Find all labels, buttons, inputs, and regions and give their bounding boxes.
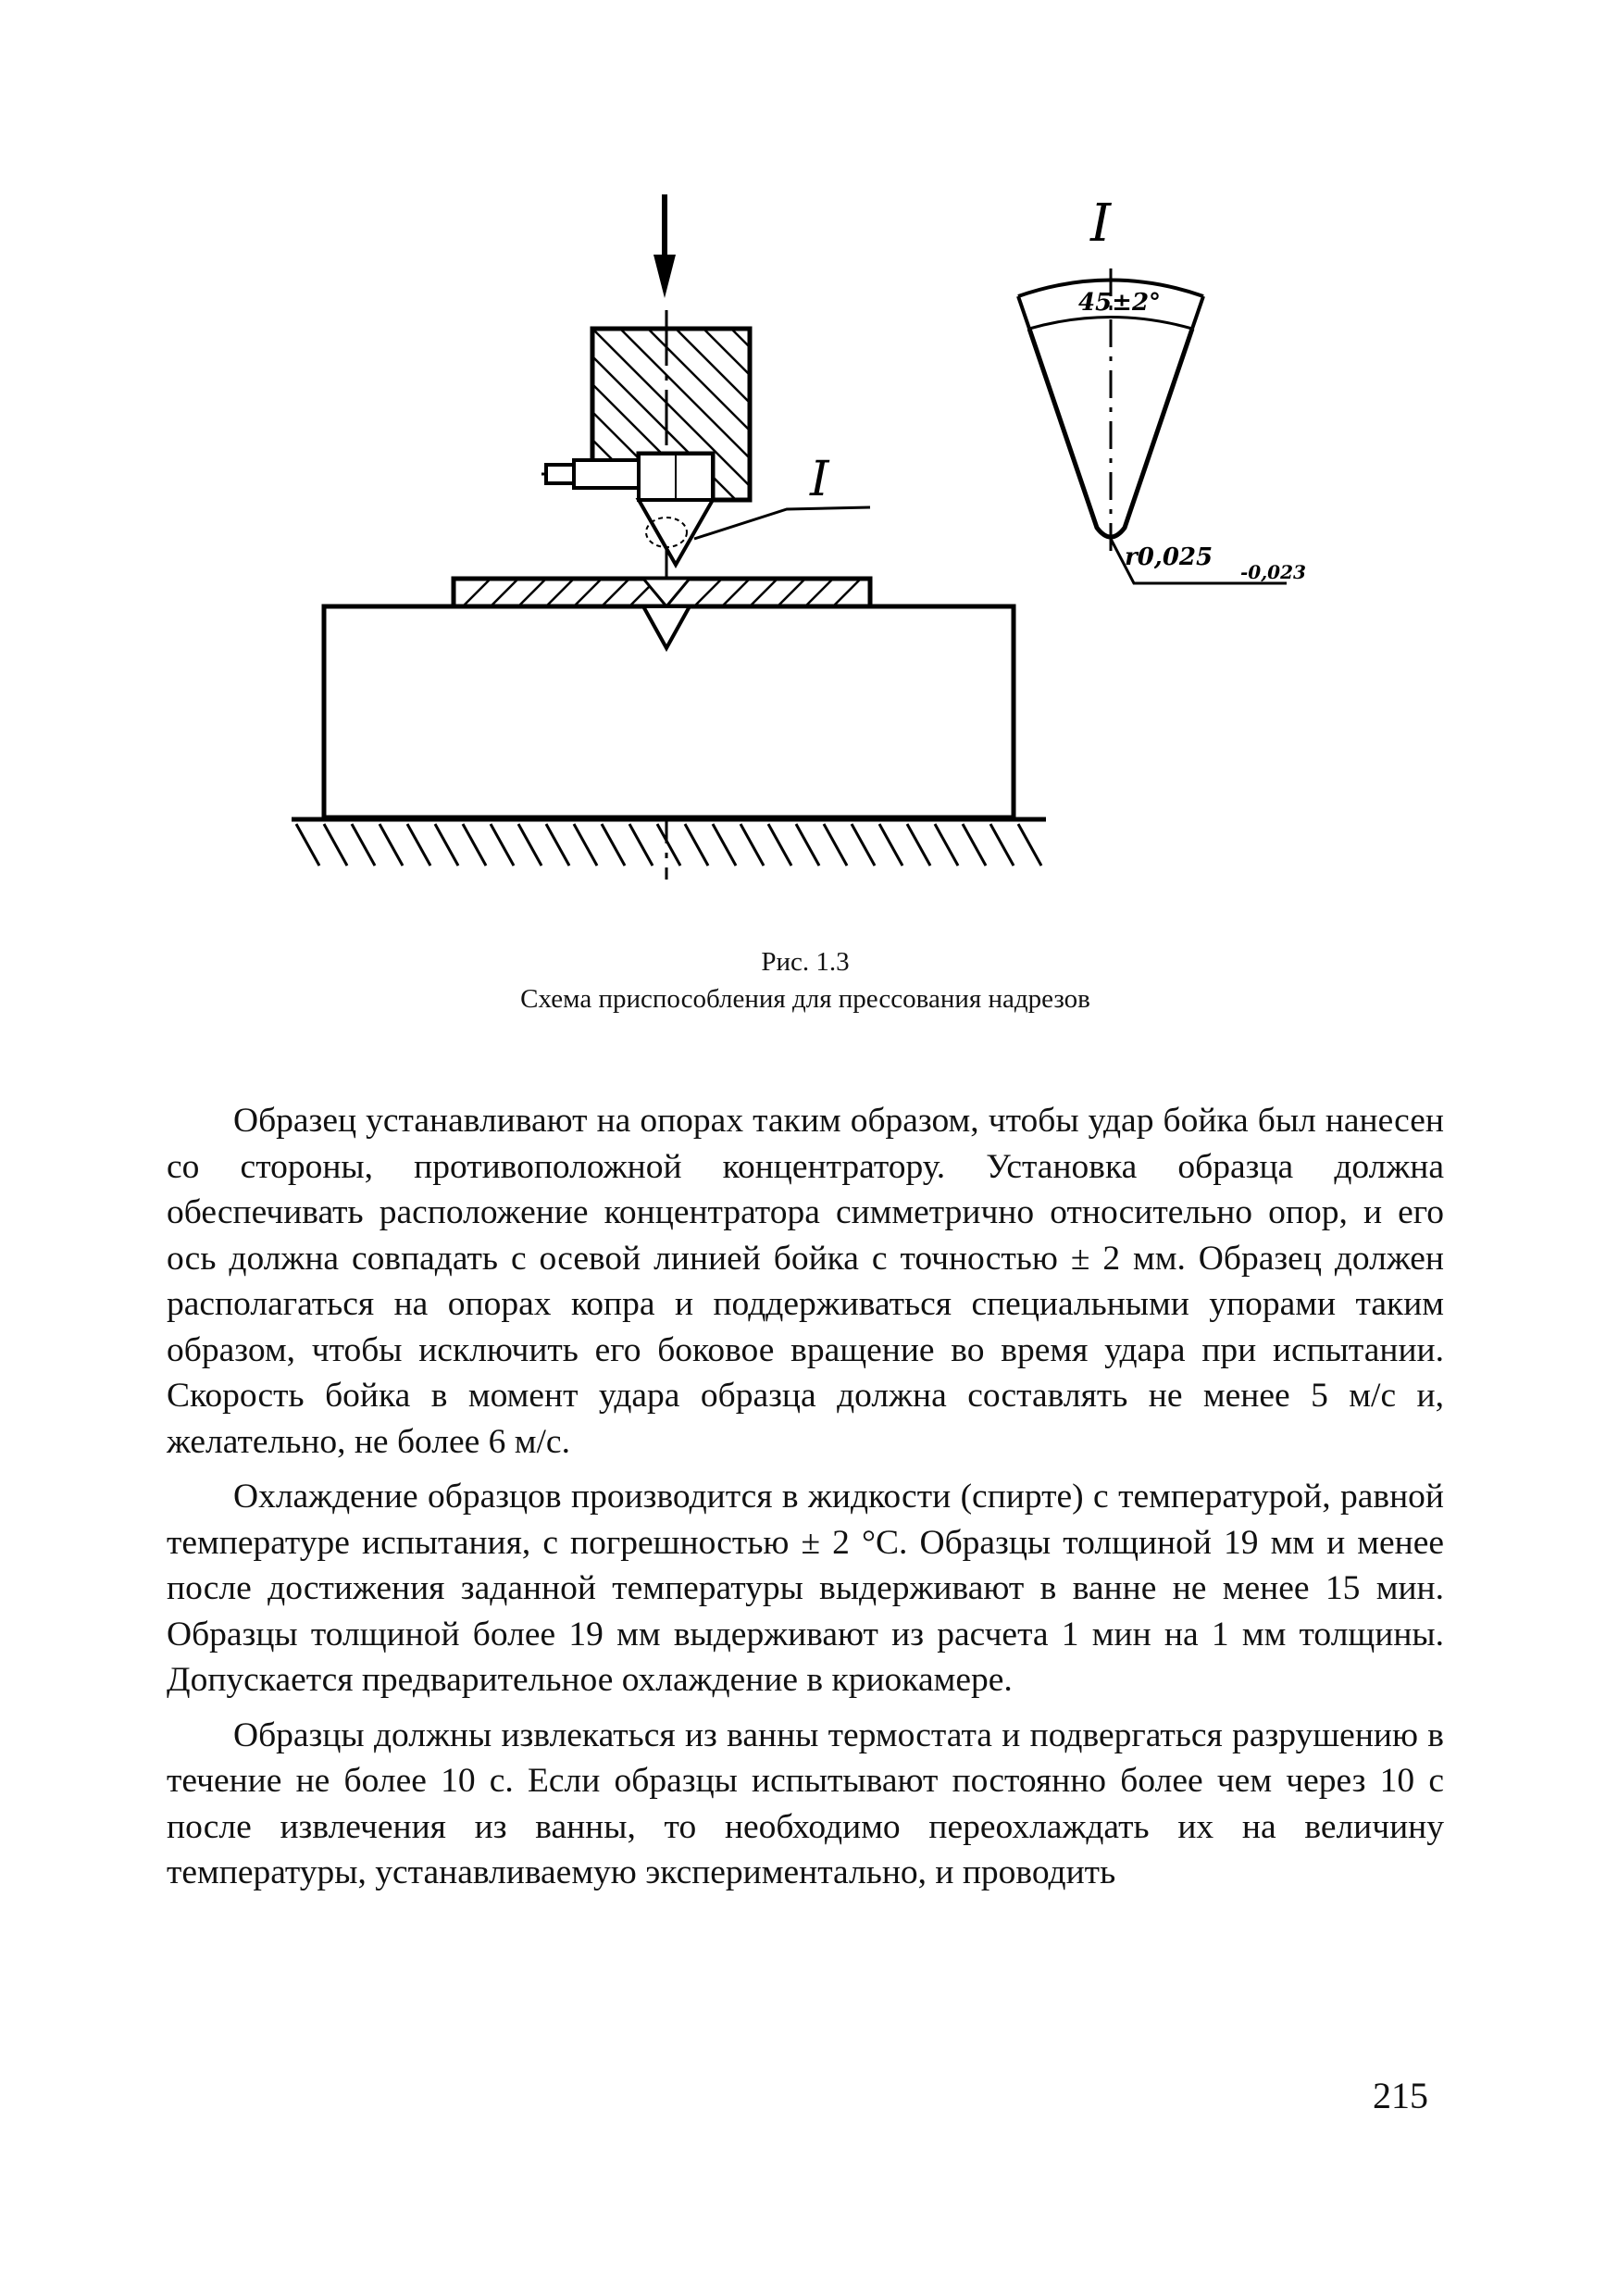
page-number: 215 [1373, 2075, 1428, 2116]
base-block [324, 606, 1014, 817]
figure-press-fixture [268, 176, 1342, 898]
figure-caption-title: Схема приспособления для прессования надрезов [520, 984, 1090, 1014]
angle-annotation: 45±2° [1078, 289, 1162, 317]
indenter [639, 454, 713, 565]
specimen-plate [454, 579, 870, 606]
set-screw [541, 460, 639, 488]
paragraph-2: Охлаждение образцов производится в жидкости (спирте) с температурой, равной температуре испытания, с погрешностью ± 2 °С. Образцы толщиной 19 мм и менее после достижения заданной температуры выдерживают в ванне не менее 15 мин. Образцы толщиной более 19 мм выдерживают из расчета 1 мин на 1 мм толщины. Допускается предварительное охлаждение в криокамере. [167, 1478, 1444, 1699]
detail-view [1018, 193, 1306, 583]
radius-annotation: r0,025 [1125, 543, 1214, 571]
paragraph-1: Образец устанавливают на опорах таким образом, чтобы удар бойка был нанесен со стороны, противоположной концентратору. Установка образца должна обеспечивать расположение концентратора симметрично относительно опор, и его ось должна совпадать с осевой линией бойка с точностью ± 2 мм. Образец должен располагаться на опорах копра и поддерживаться специальными упорами таким образом, чтобы исключить его боковое вращение во время удара при испытании. Скорость бойка в момент удара образца должна составлять не менее 5 м/с и, желательно, не более 6 м/с. [167, 1102, 1444, 1461]
detail-leader [694, 452, 870, 539]
load-arrow [653, 194, 676, 298]
ground-hatch [292, 819, 1046, 866]
detail-label-main: I [810, 452, 829, 507]
radius-tolerance: -0,023 [1240, 561, 1306, 583]
fixture-drawing [268, 176, 1342, 898]
detail-label-view: I [1090, 193, 1112, 254]
figure-caption-number: Рис. 1.3 [761, 947, 850, 977]
paragraph-3: Образцы должны извлекаться из ванны термостата и подвергаться разрушению в течение не более 10 с. Если образцы испытывают постоянно более чем через 10 с после извлечения из ванны, то необходимо переохлаждать их на величину температуры, устанавливаемую экспериментально, и проводить [167, 1716, 1444, 1891]
body-text [167, 1098, 1444, 1905]
